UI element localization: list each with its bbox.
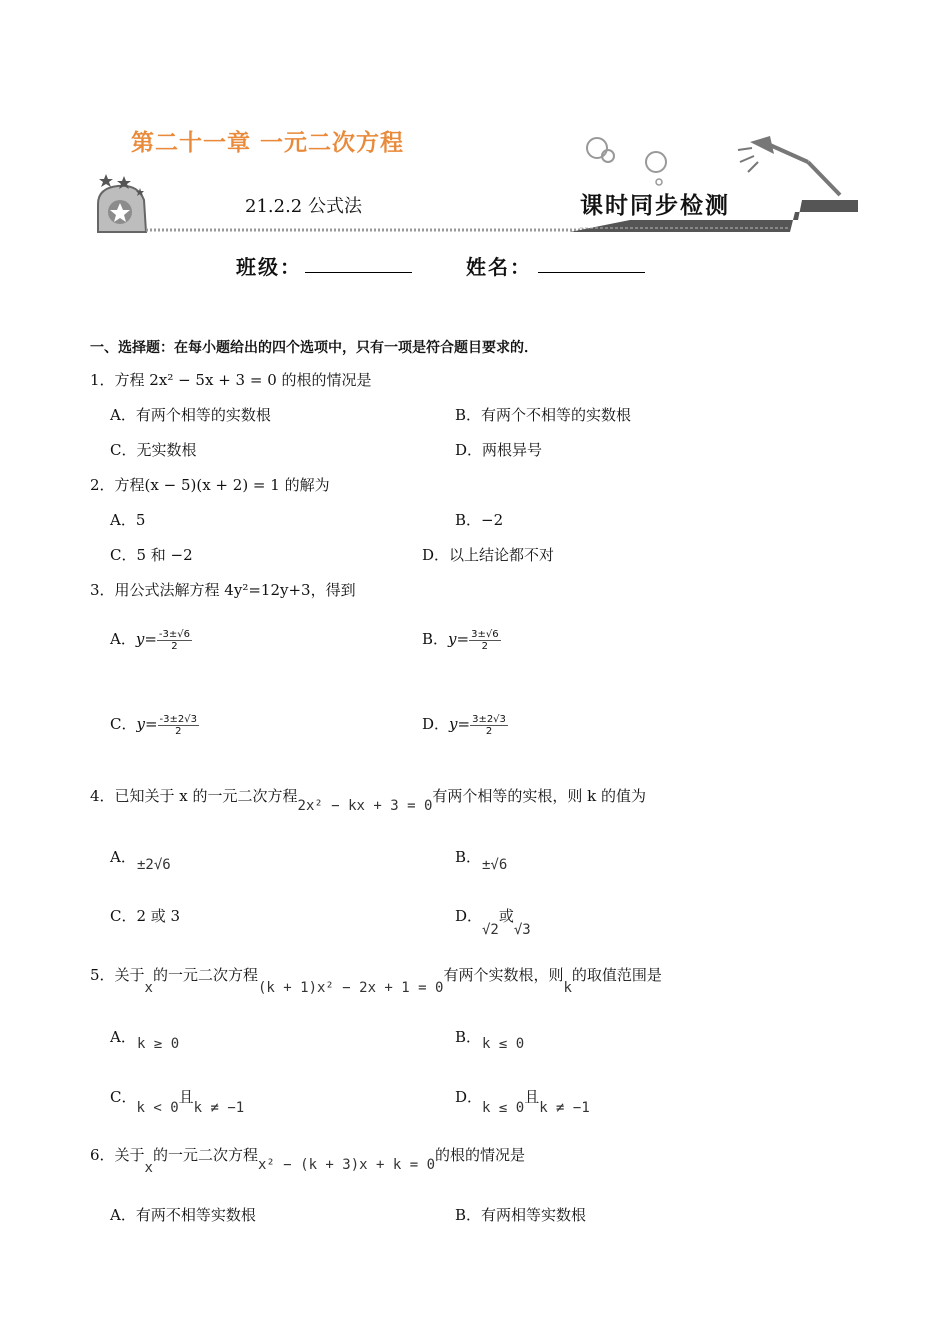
q5-equation: (k + 1)x² − 2x + 1 = 0 bbox=[258, 980, 444, 996]
q4-a-label: A． bbox=[110, 848, 136, 866]
q5-stem-end: 的取值范围是 bbox=[571, 966, 662, 984]
q3-b-label: B． bbox=[422, 630, 449, 648]
q3-a-fraction bbox=[157, 629, 192, 652]
q3-b-num: 3±√6 bbox=[471, 628, 499, 640]
q4-option-b: ±√6 bbox=[482, 857, 508, 873]
q4-equation: 2x² − kx + 3 = 0 bbox=[297, 798, 433, 814]
q3-a-label: A． bbox=[110, 630, 136, 648]
q3-option-a bbox=[110, 628, 192, 652]
q5-stem bbox=[90, 964, 662, 996]
q3-c-num: -3±2√3 bbox=[159, 713, 197, 725]
q1-option-a: A．有两个相等的实数根 bbox=[110, 406, 271, 424]
class-label: 班级： bbox=[236, 255, 302, 279]
q1-option-b: B．有两个不相等的实数根 bbox=[455, 406, 632, 424]
q2-option-d: D．以上结论都不对 bbox=[422, 546, 555, 564]
q1-stem: 1．方程 2x² − 5x + 3 = 0 的根的情况是 bbox=[90, 371, 372, 389]
q3-b-y: y= bbox=[448, 630, 470, 648]
q3-option-c bbox=[110, 713, 199, 737]
q5-c-second: k ≠ −1 bbox=[193, 1100, 245, 1116]
q3-c-label: C． bbox=[110, 715, 137, 733]
q2-option-b: B．−2 bbox=[455, 511, 504, 529]
q3-c-fraction bbox=[158, 714, 199, 737]
q2-stem: 2．方程(x − 5)(x + 2) = 1 的解为 bbox=[90, 476, 330, 494]
q5-c-label: C． bbox=[110, 1088, 137, 1106]
q6-option-a: A．有两不相等实数根 bbox=[110, 1206, 256, 1224]
q2-option-c: C．5 和 −2 bbox=[110, 546, 193, 564]
q3-option-b bbox=[422, 628, 501, 652]
q6-equation: x² − (k + 3)x + k = 0 bbox=[258, 1157, 436, 1173]
q1-option-d: D．两根异号 bbox=[455, 441, 543, 459]
q4-d-first: √2 bbox=[482, 922, 499, 938]
q3-c-y: y= bbox=[136, 715, 158, 733]
q5-c-first: k < 0 bbox=[136, 1100, 179, 1116]
q3-a-y: y= bbox=[135, 630, 157, 648]
star-badge-icon bbox=[98, 174, 146, 232]
q5-stem-pre: 5．关于 bbox=[90, 966, 145, 984]
q5-var-k: k bbox=[563, 980, 572, 996]
q4-b-label: B． bbox=[455, 848, 482, 866]
q6-stem-pre: 6．关于 bbox=[90, 1146, 145, 1164]
q5-option-b: k ≤ 0 bbox=[482, 1036, 525, 1052]
q4-d-label: D． bbox=[455, 907, 483, 925]
q5-d-and: 且 bbox=[524, 1088, 540, 1106]
name-field[interactable] bbox=[538, 252, 645, 273]
q5-c-and: 且 bbox=[178, 1088, 194, 1106]
q6-option-b: B．有两相等实数根 bbox=[455, 1206, 587, 1224]
q3-a-den: 2 bbox=[171, 640, 178, 652]
q6-stem bbox=[90, 1144, 526, 1176]
q4-option-d bbox=[482, 905, 531, 938]
q3-c-den: 2 bbox=[175, 725, 182, 737]
q4-stem-post: 有两个相等的实根，则 k 的值为 bbox=[432, 787, 647, 805]
q3-a-num: -3±√6 bbox=[158, 628, 190, 640]
class-field[interactable] bbox=[305, 252, 412, 273]
q6-var-x: x bbox=[144, 1160, 153, 1176]
q5-d-label: D． bbox=[455, 1088, 483, 1106]
q5-b-label: B． bbox=[455, 1028, 482, 1046]
q3-d-y: y= bbox=[449, 715, 471, 733]
sync-label: 课时同步检测 bbox=[580, 192, 730, 219]
q5-option-d bbox=[455, 1086, 590, 1116]
q5-stem-mid: 的一元二次方程 bbox=[152, 966, 258, 984]
q5-d-first: k ≤ 0 bbox=[482, 1100, 525, 1116]
section-heading: 一、选择题：在每小题给出的四个选项中，只有一项是符合题目要求的． bbox=[90, 340, 538, 356]
q4-stem-pre: 4．已知关于 x 的一元二次方程 bbox=[90, 787, 298, 805]
q2-option-a: A．5 bbox=[110, 511, 146, 529]
q3-option-d bbox=[422, 713, 508, 737]
q3-b-fraction bbox=[469, 629, 500, 652]
q5-a-label: A． bbox=[110, 1028, 136, 1046]
q5-option-c bbox=[110, 1086, 245, 1116]
q5-d-second: k ≠ −1 bbox=[539, 1100, 590, 1116]
q4-option-c: C．2 或 3 bbox=[110, 907, 181, 925]
desk-lamp-icon bbox=[738, 136, 840, 195]
q3-b-den: 2 bbox=[481, 640, 488, 652]
q3-d-num: 3±2√3 bbox=[472, 713, 506, 725]
q6-stem-mid: 的一元二次方程 bbox=[152, 1146, 258, 1164]
q3-d-fraction bbox=[470, 714, 508, 737]
chapter-title: 第二十一章 一元二次方程 bbox=[131, 130, 405, 156]
q5-option-a: k ≥ 0 bbox=[137, 1036, 180, 1052]
name-label: 姓名： bbox=[466, 255, 532, 279]
q5-stem-post: 有两个实数根，则 bbox=[443, 966, 564, 984]
q1-option-c: C．无实数根 bbox=[110, 441, 197, 459]
q3-d-label: D． bbox=[422, 715, 450, 733]
q6-stem-post: 的根的情况是 bbox=[435, 1146, 526, 1164]
q4-stem bbox=[90, 785, 647, 814]
q3-stem: 3．用公式法解方程 4y²=12y+3，得到 bbox=[90, 581, 356, 599]
q3-d-den: 2 bbox=[485, 725, 493, 737]
q5-var-x: x bbox=[144, 980, 153, 996]
q4-d-second: √3 bbox=[513, 922, 531, 938]
section-title: 21.2.2 公式法 bbox=[245, 196, 362, 217]
q4-d-or: 或 bbox=[498, 907, 514, 925]
q4-option-a: ±2√6 bbox=[137, 857, 171, 873]
